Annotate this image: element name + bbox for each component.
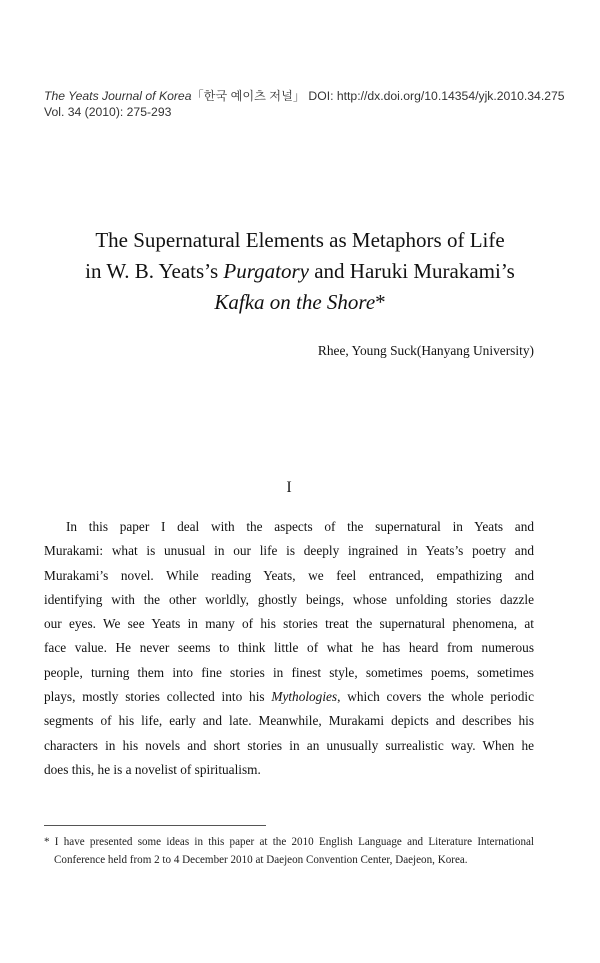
body-line: identifying with the other worldly, ghostly beings, whose unfolding stories dazzle xyxy=(44,591,534,607)
body-line: Murakami: what is unusual in our life is deeply ingrained in Yeats’s poetry and xyxy=(44,543,534,559)
body-paragraph xyxy=(44,515,534,782)
journal-korean-name: 「한국 예이츠 저널」 xyxy=(191,89,306,103)
footnote-line-1: * I have presented some ideas in this paper at the 2010 English Language and Literature International xyxy=(44,836,534,848)
paper-title xyxy=(30,225,570,318)
title-work-purgatory: Purgatory xyxy=(223,259,309,283)
footnote-marker[interactable]: * xyxy=(375,290,386,314)
footnote-divider xyxy=(44,825,266,826)
journal-name: The Yeats Journal of Korea xyxy=(44,89,192,103)
doi-link[interactable]: DOI: http://dx.doi.org/10.14354/yjk.2010.34.275 xyxy=(305,89,565,103)
title-line-2 xyxy=(30,256,570,287)
journal-citation xyxy=(44,88,564,104)
journal-header xyxy=(44,88,564,120)
body-line: segments of his life, early and late. Meanwhile, Murakami depicts and describes his xyxy=(44,713,534,729)
title-work-kafka: Kafka on the Shore xyxy=(214,290,376,314)
body-line: does this, he is a novelist of spiritualism. xyxy=(44,761,261,777)
body-line: characters in his novels and short stories in an unusually surrealistic way. When he xyxy=(44,737,534,753)
body-line: people, turning them into fine stories in finest style, sometimes poems, sometimes xyxy=(44,664,534,680)
work-mythologies: Mythologies xyxy=(271,689,338,705)
title-line-2-end: and Haruki Murakami’s xyxy=(308,259,515,283)
volume-info: Vol. 34 (2010): 275-293 xyxy=(44,105,172,119)
title-line-1: The Supernatural Elements as Metaphors of Life xyxy=(95,228,505,252)
title-line-2-start: in W. B. Yeats’s xyxy=(85,259,224,283)
body-line-8-start: plays, mostly stories collected into his xyxy=(44,689,272,705)
body-line: Murakami’s novel. While reading Yeats, we feel entranced, empathizing and xyxy=(44,567,534,583)
body-line: our eyes. We see Yeats in many of his stories treat the supernatural phenomena, at xyxy=(44,616,534,632)
author-affiliation: Rhee, Young Suck(Hanyang University) xyxy=(317,343,534,358)
body-line xyxy=(44,685,534,709)
footnote-line-2: Conference held from 2 to 4 December 2010 at Daejeon Convention Center, Daejeon, Korea. xyxy=(54,854,468,866)
footnote xyxy=(44,833,534,869)
body-line-8-end: , which covers the whole periodic xyxy=(337,689,534,705)
title-line-3 xyxy=(30,287,570,318)
body-line: In this paper I deal with the aspects of the supernatural in Yeats and xyxy=(66,519,534,534)
section-heading: I xyxy=(286,479,292,496)
body-line: face value. He never seems to think little of what he has heard from numerous xyxy=(44,640,534,656)
